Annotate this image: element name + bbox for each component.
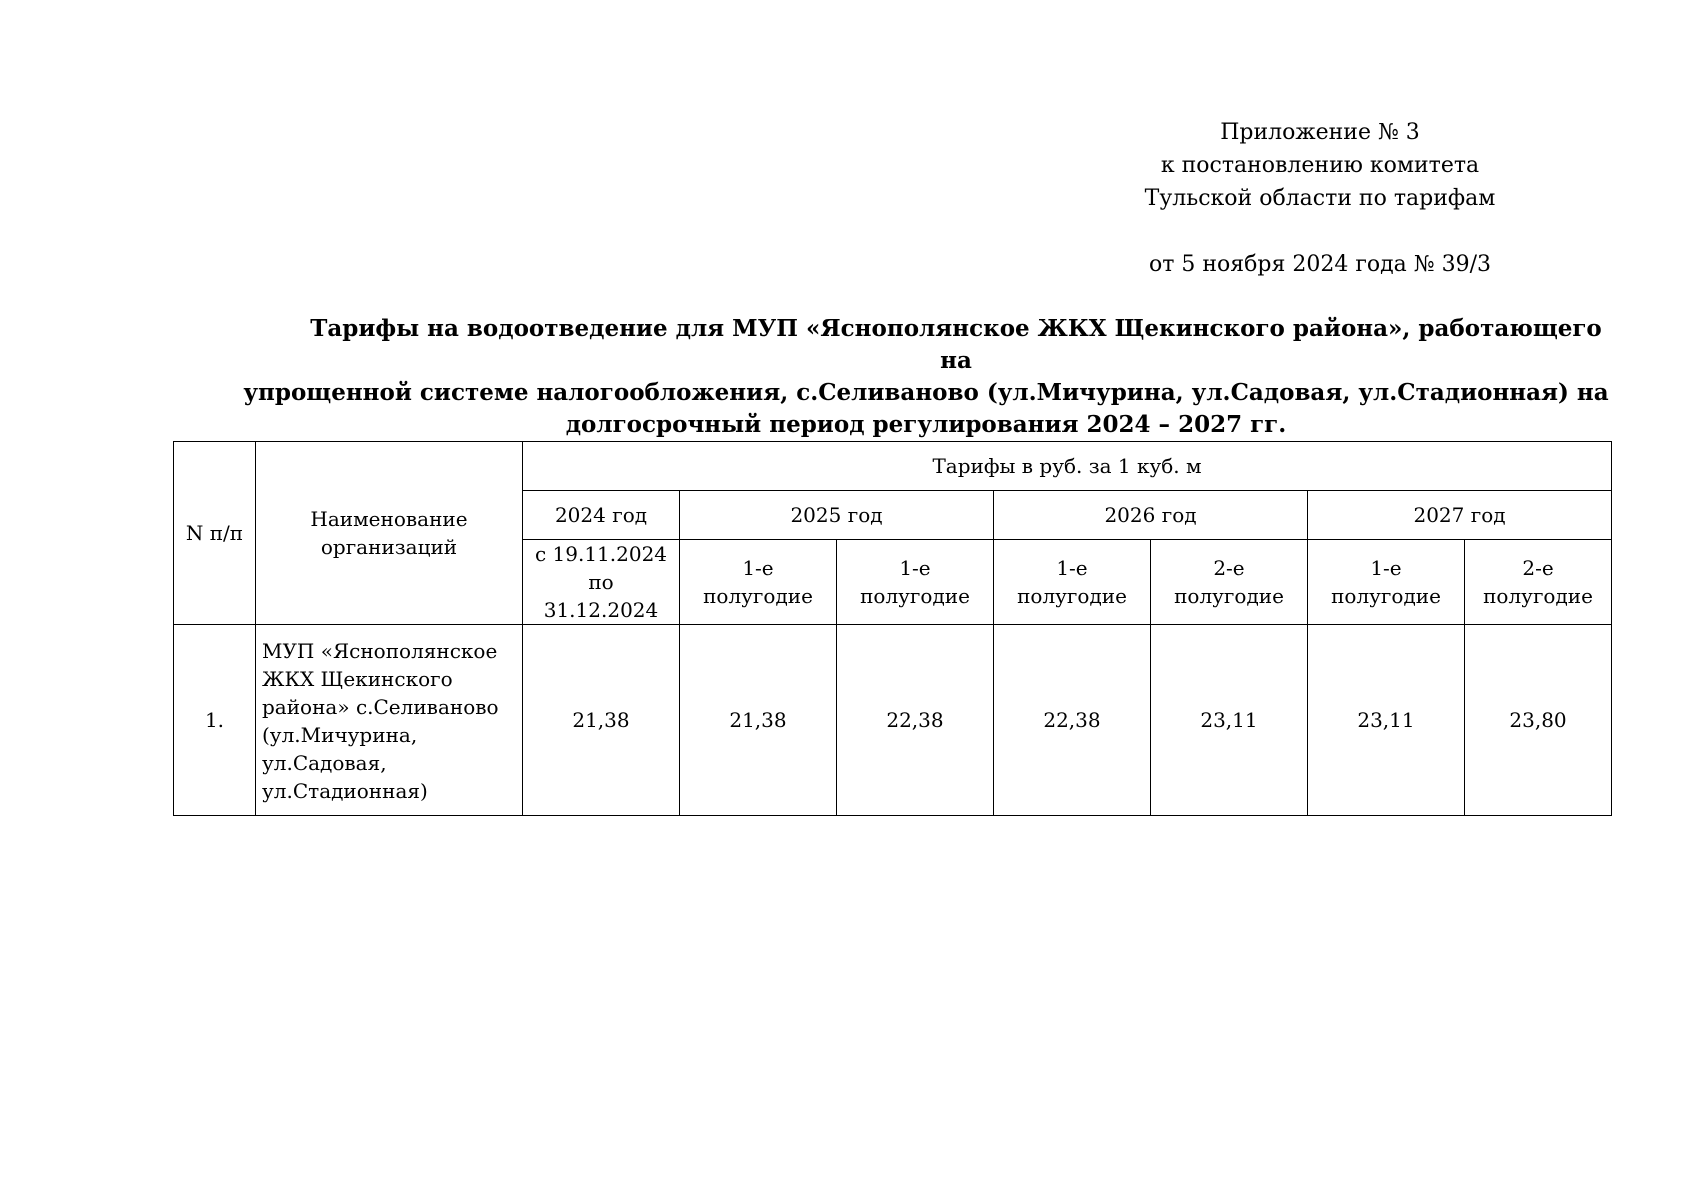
period-line-1: 1-е bbox=[1370, 556, 1402, 580]
col-header-org-line-2: организаций bbox=[320, 535, 458, 559]
org-name-cell bbox=[256, 625, 523, 816]
year-2025: 2025 год bbox=[680, 491, 994, 540]
period-cell bbox=[837, 540, 994, 625]
period-cell bbox=[1151, 540, 1308, 625]
tariff-value: 22,38 bbox=[837, 625, 994, 816]
col-header-org-line-1: Наименование bbox=[310, 507, 468, 531]
period-line-2: полугодие bbox=[1017, 584, 1127, 608]
table-row bbox=[174, 625, 1612, 816]
year-2026: 2026 год bbox=[994, 491, 1308, 540]
document-title bbox=[236, 313, 1616, 441]
period-line-1: 2-е bbox=[1213, 556, 1245, 580]
appendix-line-3: Тульской области по тарифам bbox=[1144, 186, 1496, 211]
tariff-value: 21,38 bbox=[523, 625, 680, 816]
header-row-1 bbox=[174, 442, 1612, 491]
tariff-value: 23,80 bbox=[1465, 625, 1612, 816]
period-cell bbox=[994, 540, 1151, 625]
tariffs-table bbox=[173, 441, 1612, 816]
org-name-line: ЖКХ Щекинского bbox=[262, 667, 453, 691]
tariff-value: 21,38 bbox=[680, 625, 837, 816]
period-cell bbox=[1465, 540, 1612, 625]
appendix-block bbox=[1100, 116, 1540, 281]
period-line-2: по 31.12.2024 bbox=[543, 570, 659, 622]
tariff-value: 23,11 bbox=[1308, 625, 1465, 816]
tariff-value: 22,38 bbox=[994, 625, 1151, 816]
org-name-line: ул.Садовая, bbox=[262, 751, 387, 775]
title-line-3: долгосрочный период регулирования 2024 – 2027 гг. bbox=[565, 411, 1287, 438]
org-name-line: ул.Стадионная) bbox=[262, 779, 428, 803]
year-2024: 2024 год bbox=[523, 491, 680, 540]
period-line-2: полугодие bbox=[1331, 584, 1441, 608]
org-name-line: района» с.Селиваново bbox=[262, 695, 499, 719]
appendix-date-line: от 5 ноября 2024 года № 39/3 bbox=[1148, 252, 1491, 277]
appendix-line-1: Приложение № 3 bbox=[1220, 120, 1420, 145]
appendix-spacer bbox=[1100, 215, 1540, 248]
period-line-1: с 19.11.2024 bbox=[534, 542, 668, 566]
org-name-line: (ул.Мичурина, bbox=[262, 723, 418, 747]
tariff-value: 23,11 bbox=[1151, 625, 1308, 816]
tariffs-header: Тарифы в руб. за 1 куб. м bbox=[523, 442, 1612, 491]
org-name-line: МУП «Яснополянское bbox=[262, 639, 498, 663]
col-header-org bbox=[256, 442, 523, 625]
title-line-1: Тарифы на водоотведение для МУП «Яснополянское ЖКХ Щекинского района», работающего на bbox=[310, 315, 1602, 374]
period-line-1: 2-е bbox=[1522, 556, 1554, 580]
period-line-1: 1-е bbox=[1056, 556, 1088, 580]
year-2027: 2027 год bbox=[1308, 491, 1612, 540]
period-cell bbox=[1308, 540, 1465, 625]
period-cell bbox=[523, 540, 680, 625]
period-line-2: полугодие bbox=[1483, 584, 1593, 608]
period-cell bbox=[680, 540, 837, 625]
period-line-1: 1-е bbox=[899, 556, 931, 580]
title-line-2: упрощенной системе налогообложения, с.Селиваново (ул.Мичурина, ул.Садовая, ул.Стадионная) на bbox=[243, 379, 1609, 406]
period-line-2: полугодие bbox=[703, 584, 813, 608]
period-line-1: 1-е bbox=[742, 556, 774, 580]
period-line-2: полугодие bbox=[860, 584, 970, 608]
appendix-line-2: к постановлению комитета bbox=[1160, 153, 1480, 178]
row-number: 1. bbox=[174, 625, 256, 816]
col-header-num: N п/п bbox=[174, 442, 256, 625]
period-line-2: полугодие bbox=[1174, 584, 1284, 608]
